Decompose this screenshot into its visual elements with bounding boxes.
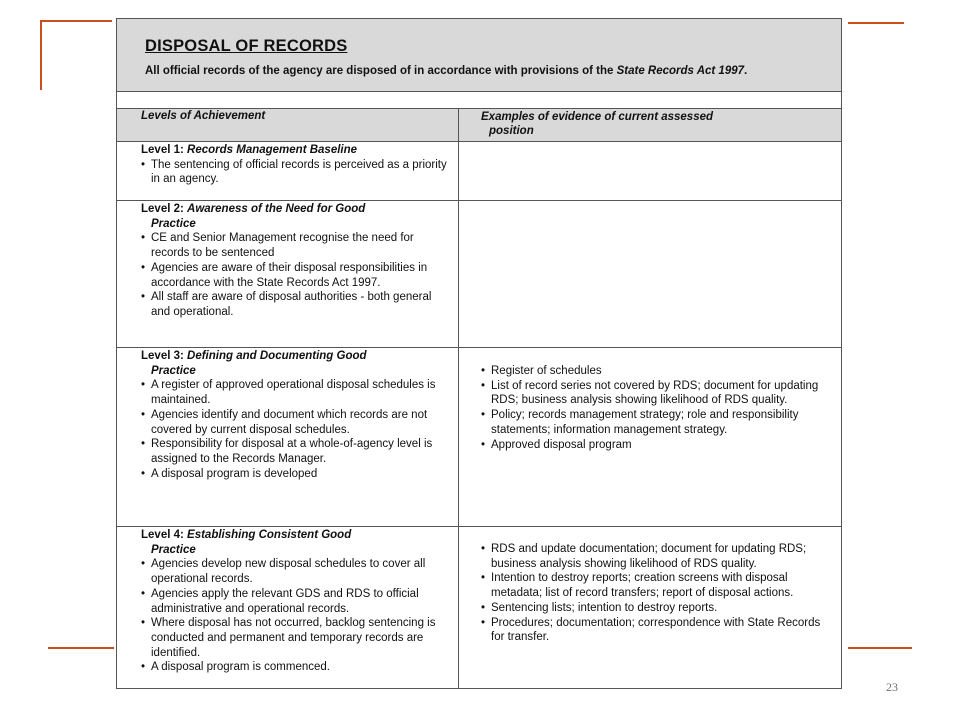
list-item: • Agencies identify and document which records are not covered by current disposal schedules. — [141, 408, 453, 437]
column-header-evidence-line2: position — [489, 125, 534, 137]
level-name-cont: Practice — [151, 217, 196, 230]
row-divider — [117, 200, 841, 201]
subtitle-text: All official records of the agency are disposed of in accordance with provisions of the — [145, 65, 617, 77]
spacer-row — [117, 92, 841, 109]
level-name: Records Management Baseline — [187, 144, 358, 156]
column-header-evidence — [481, 110, 821, 138]
list-item: • CE and Senior Management recognise the need for records to be sentenced — [141, 231, 453, 260]
level-2-criteria — [141, 231, 453, 319]
column-header-evidence-line1: Examples of evidence of current assessed — [481, 111, 714, 123]
list-item: • Agencies develop new disposal schedules to cover all operational records. — [141, 557, 453, 586]
level-label: Level 2: — [141, 203, 188, 215]
list-item: • A register of approved operational disposal schedules is maintained. — [141, 378, 453, 407]
level-4-criteria — [141, 557, 453, 675]
list-item: • Policy; records management strategy; role and responsibility statements; information management strategy. — [481, 408, 821, 437]
list-item: • Agencies apply the relevant GDS and RDS to official administrative and operational records. — [141, 587, 453, 616]
row-divider — [117, 347, 841, 348]
corner-line-top-left-horizontal — [40, 20, 112, 22]
level-label: Level 4: — [141, 529, 188, 541]
level-1-criteria — [141, 158, 453, 187]
list-item: • A disposal program is developed — [141, 467, 453, 482]
level-2-cell — [141, 202, 453, 320]
row-divider — [117, 141, 841, 142]
column-divider — [458, 109, 459, 689]
column-header-levels: Levels of Achievement — [141, 110, 266, 122]
list-item: • Intention to destroy reports; creation screens with disposal metadata; list of record transfers; report of disposal actions. — [481, 571, 821, 600]
list-item: • Where disposal has not occurred, backlog sentencing is conducted and permanent and temporary records are identified. — [141, 616, 453, 660]
level-name-cont: Practice — [151, 364, 196, 377]
level-label: Level 3: — [141, 350, 188, 362]
level-label: Level 1: — [141, 144, 188, 156]
level-name-cont: Practice — [151, 543, 196, 556]
corner-line-bottom-left — [48, 647, 114, 649]
level-4-cell — [141, 528, 453, 675]
level-4-title — [141, 528, 453, 557]
list-item: • Procedures; documentation; correspondence with State Records for transfer. — [481, 616, 821, 645]
level-4-evidence-list — [481, 542, 821, 645]
list-item: • Register of schedules — [481, 364, 821, 379]
level-3-cell — [141, 349, 453, 481]
level-1-cell — [141, 143, 453, 187]
level-name: Awareness of the Need for Good — [187, 203, 366, 215]
document-subtitle — [145, 65, 805, 78]
page-number: 23 — [886, 680, 898, 694]
corner-line-top-left-vertical — [40, 20, 42, 90]
level-4-evidence — [481, 542, 821, 645]
list-item: • The sentencing of official records is perceived as a priority in an agency. — [141, 158, 453, 187]
list-item: • Agencies are aware of their disposal responsibilities in accordance with the State Records Act 1997. — [141, 261, 453, 290]
level-name: Establishing Consistent Good — [187, 529, 352, 541]
level-name: Defining and Documenting Good — [187, 350, 367, 362]
list-item: • All staff are aware of disposal authorities - both general and operational. — [141, 290, 453, 319]
document-table — [116, 18, 842, 689]
subtitle-suffix: . — [744, 65, 748, 77]
level-3-title — [141, 349, 453, 378]
level-2-title — [141, 202, 453, 231]
document-header — [117, 19, 841, 92]
subtitle-act-name: State Records Act 1997 — [616, 65, 745, 77]
list-item: • RDS and update documentation; document for updating RDS; business analysis showing likelihood of RDS quality. — [481, 542, 821, 571]
level-3-criteria — [141, 378, 453, 481]
list-item: • List of record series not covered by RDS; document for updating RDS; business analysis showing likelihood of RDS quality. — [481, 379, 821, 408]
row-divider — [117, 526, 841, 527]
level-3-evidence-list — [481, 364, 821, 452]
level-1-title — [141, 143, 453, 158]
list-item: • A disposal program is commenced. — [141, 660, 453, 675]
level-3-evidence — [481, 364, 821, 452]
list-item: • Responsibility for disposal at a whole-of-agency level is assigned to the Records Manager. — [141, 437, 453, 466]
document-title: DISPOSAL OF RECORDS — [145, 37, 348, 55]
list-item: • Approved disposal program — [481, 438, 821, 453]
corner-line-top-right — [848, 22, 904, 24]
list-item: • Sentencing lists; intention to destroy reports. — [481, 601, 821, 616]
corner-line-bottom-right — [848, 647, 912, 649]
